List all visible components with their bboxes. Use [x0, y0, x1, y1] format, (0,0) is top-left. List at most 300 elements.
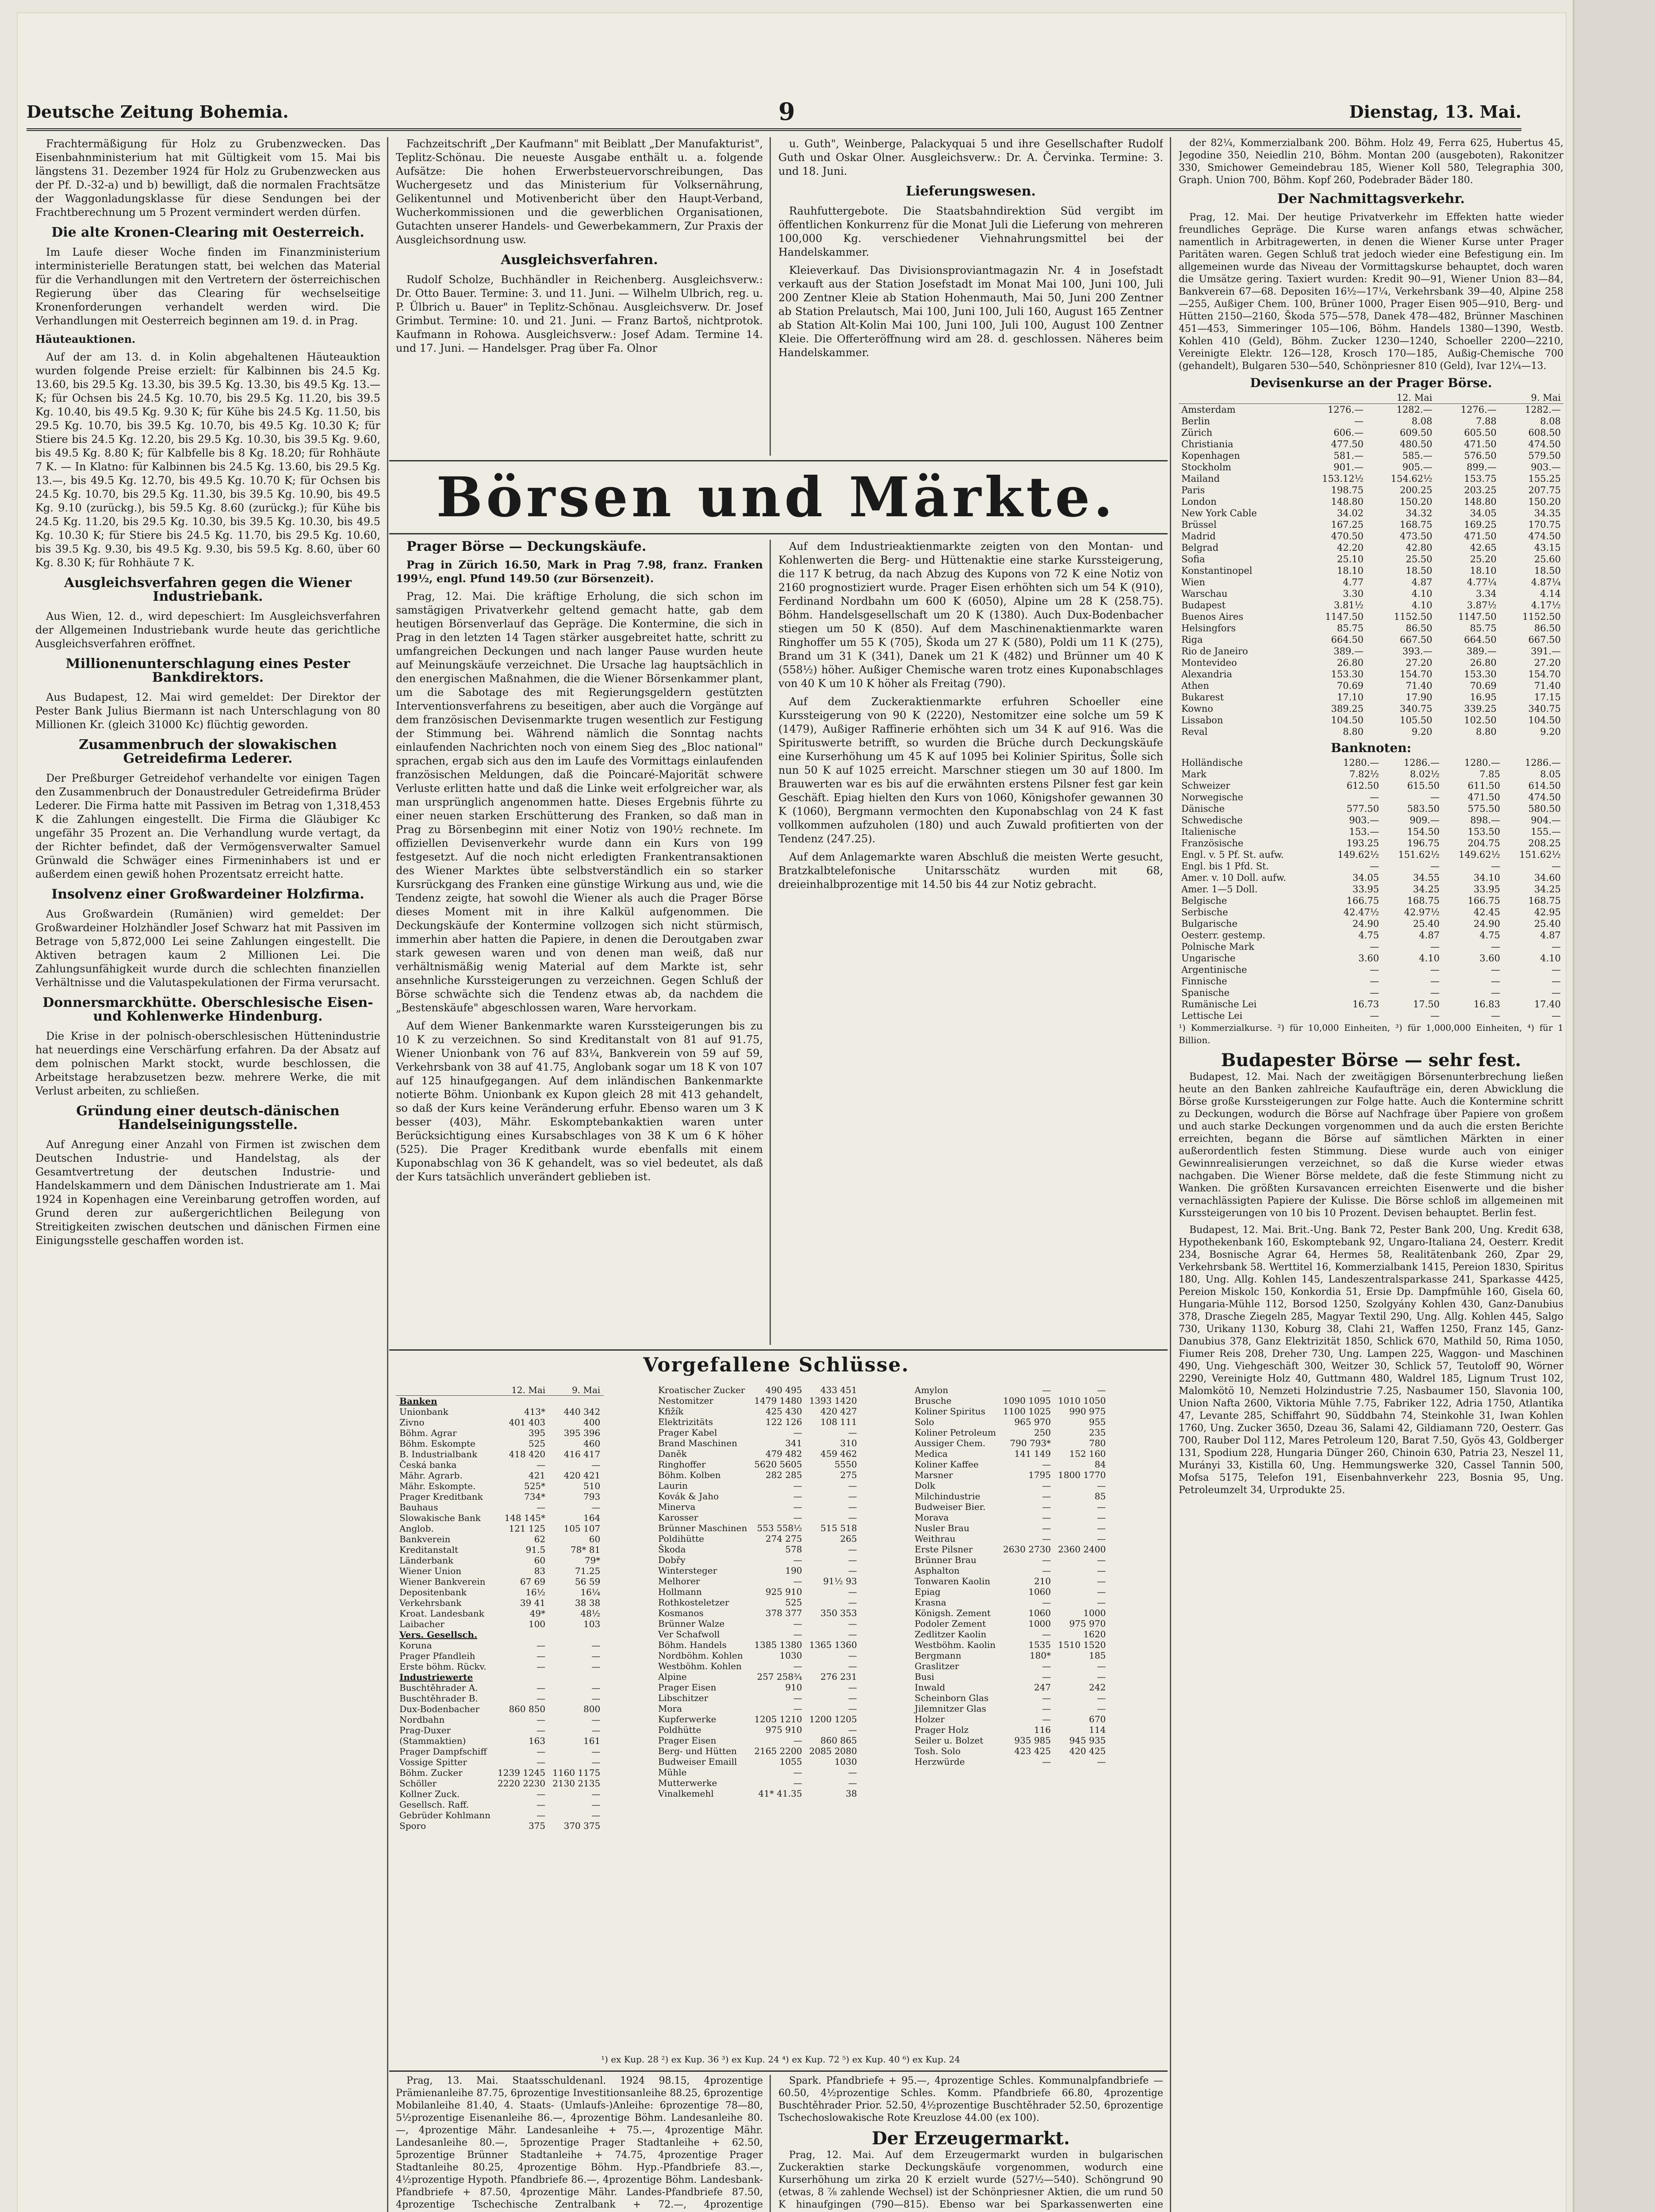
row-value: — [1097, 1512, 1106, 1523]
row-value: 9.20 [1540, 726, 1561, 737]
row-label: Kowno [1181, 703, 1213, 714]
devisen-row [1179, 427, 1563, 438]
row-label: Nordbahn [399, 1714, 445, 1725]
row-value: 34.60 [1534, 872, 1561, 883]
banknoten-row [1179, 803, 1563, 814]
row-label: Engl. bis 1 Pfd. St. [1181, 861, 1269, 872]
quote-row [396, 1810, 604, 1820]
row-value: 208.25 [1528, 838, 1561, 849]
row-label: New York Cable [1181, 508, 1257, 518]
row-label: Kroat. Landesbank [399, 1608, 484, 1619]
row-value: 1160 1175 [552, 1767, 601, 1778]
row-value: — [848, 1703, 857, 1714]
row-label: Ringhoffer [658, 1459, 706, 1470]
quote-row [655, 1714, 861, 1724]
row-value: 480.50 [1400, 439, 1433, 449]
quote-row [655, 1406, 861, 1417]
row-value: 4.75 [1479, 930, 1500, 941]
row-value: 585.— [1402, 450, 1433, 461]
quote-row [396, 1566, 604, 1576]
row-value: — [1552, 964, 1561, 975]
row-value: — [536, 1661, 546, 1672]
banknoten-title: Banknoten: [1330, 741, 1412, 755]
row-label: Mailand [1181, 473, 1220, 484]
row-value: — [591, 1682, 601, 1693]
row-value: 375 [528, 1820, 546, 1831]
row-label: Weithrau [915, 1533, 956, 1544]
row-label: Christiania [1181, 439, 1234, 449]
row-value: 26.80 [1337, 657, 1364, 668]
devisen-row [1179, 496, 1563, 507]
row-value: — [1552, 987, 1561, 998]
row-value: 250 [1034, 1427, 1051, 1438]
article-prag-3: Auf dem Industrieaktienmarkte zeigten von den Montan- und Kohlenwerten die Berg- und Hüttenaktie eine starke Kurssteigerung, die 117 K betrug, da nach Abzug des Kupons von 72 K eine Notiz von 2160 prognostiziert wurde. Prager Eisen erhöhten sich um 54 K (910), Ferdinand Nordbahn um 600 K (6050), Alpine um 28 K (258.75). Böhm. Handelsgesellschaft um 20 K (1380). Auch Dux-Bodenbacher stiegen um 50 K (850). Auf dem Maschinenaktienmarkte waren Ringhoffer um 55 K (705), Škoda um 27 K (580), Poldi um 11 K (275), Brand um 31 K (341), Danek um 21 K (482) und Brünner um 40 K (558½) höher. Außiger Chemische waren trotz eines Kuponabschlages von 40 K um 10 K höher als Freitag (790). [778, 540, 1163, 690]
quote-row [655, 1661, 861, 1671]
row-label: Mühle [658, 1767, 687, 1778]
row-value: 27.20 [1406, 657, 1433, 668]
row-value: — [1097, 1661, 1106, 1671]
headline-lederer: Zusammenbruch der slowakischen Getreidefirma Lederer. [79, 737, 337, 766]
row-value: — [1042, 1597, 1051, 1608]
row-value: 1282.— [1396, 404, 1433, 415]
row-value: — [848, 1597, 857, 1608]
quote-row [655, 1618, 861, 1629]
row-value: 474.50 [1528, 792, 1561, 803]
row-value: 153.12½ [1322, 473, 1364, 484]
row-label: Podoler Zement [915, 1618, 986, 1629]
row-label: Französische [1181, 838, 1244, 849]
row-value: 48½ [580, 1608, 601, 1619]
row-value: 664.50 [1464, 634, 1497, 645]
row-label: Budapest [1181, 600, 1226, 611]
quote-row [655, 1788, 861, 1799]
row-value: — [536, 1640, 546, 1651]
banknoten-row [1179, 1010, 1563, 1022]
row-value: 207.75 [1528, 485, 1561, 495]
row-value: — [1097, 1671, 1106, 1682]
row-value: — [793, 1703, 802, 1714]
row-value: 615.50 [1407, 780, 1440, 791]
banknoten-row [1179, 941, 1563, 952]
quote-row [911, 1459, 1109, 1470]
banknoten-row [1179, 883, 1563, 895]
devisen-row [1179, 588, 1563, 599]
row-value: — [1097, 1756, 1106, 1767]
row-label: Kollner Zuck. [399, 1789, 460, 1799]
row-label: Dolk [915, 1480, 935, 1491]
row-label: Brünner Walze [658, 1618, 725, 1629]
quote-row [911, 1502, 1109, 1512]
row-value: 164 [583, 1513, 601, 1523]
quote-row [911, 1586, 1109, 1597]
row-value: 170.75 [1528, 519, 1561, 530]
row-label: Wiener Union [399, 1566, 462, 1576]
row-label: Škoda [658, 1544, 686, 1555]
devisen-row [1179, 668, 1563, 680]
quote-row [911, 1682, 1109, 1693]
quote-row [396, 1513, 604, 1523]
row-value: — [848, 1682, 857, 1693]
row-label: Milchindustrie [915, 1491, 981, 1502]
row-value: 122 126 [765, 1417, 802, 1427]
row-value: — [1042, 1523, 1051, 1533]
row-value: — [848, 1724, 857, 1735]
row-value: 18.10 [1470, 565, 1497, 576]
row-value: 525* [524, 1481, 546, 1491]
row-value: 85.75 [1470, 623, 1497, 634]
headline-budapest: Budapester Börse — sehr fest. [1221, 1050, 1521, 1071]
quote-row [911, 1693, 1109, 1703]
row-value: 275 [840, 1470, 857, 1480]
row-label: Amylon [915, 1385, 949, 1395]
row-label: Buenos Aires [1181, 611, 1244, 622]
quote-row [655, 1470, 861, 1480]
article-nachmittag: Prag, 12. Mai. Der heutige Privatverkehr im Effekten hatte wieder freundliches Gepräge. Die Kurse waren anfangs etwas schwächer, namentlich in Arbitragewerten, in denen die Wiener Kurse unter Prager Paritäten waren. Gegen Schluß trat jedoch wieder eine Befestigung ein. Im allgemeinen wurde das Niveau der Vormittagskurse behauptet, doch waren die Umsätze gering. Taxiert wurden: Kredit 90—91, Wiener Union 83—84, Bankverein 67—68. Depositen 16½—17¼, Verkehrsbank 39—40, Alpine 258—255, Außiger Chem. 100, Brüner 1000, Prager Eisen 905—910, Berg- und Hütten 2150—2160, Škoda 575—578, Danek 478—482, Brünner Maschinen 451—453, Simmeringer 105—106, Böhm. Handels 1380—1390, Westb. Kohlen 410 (Geld), Böhm. Zucker 1230—1240, Schoeller 2200—2210, Vereinigte Elektr. 126—128, Krosch 170—185, Außig-Chemische 700 (gehandelt), Bulgaren 530—540, Schönpriesner 810 (Geld), Ivar 12¼—13. [1179, 212, 1563, 372]
row-label: Aussiger Chem. [915, 1438, 986, 1448]
section-label: Industriewerte [399, 1672, 473, 1682]
row-value: 474.50 [1528, 531, 1561, 541]
quote-row [655, 1586, 861, 1597]
quote-row [396, 1544, 604, 1555]
row-value: 577.50 [1346, 803, 1379, 814]
row-label: Seiler u. Bolzet [915, 1735, 984, 1746]
row-value: 42.95 [1534, 907, 1561, 918]
issue-date: Dienstag, 13. Mai. [1349, 102, 1521, 122]
row-value: 4.17½ [1531, 600, 1561, 611]
headline-hides: Häuteauktionen. [35, 333, 136, 346]
quote-row [396, 1714, 604, 1725]
row-value: 4.87 [1540, 930, 1561, 941]
row-value: — [1491, 987, 1500, 998]
row-label: Erste böhm. Rückv. [399, 1661, 487, 1672]
quote-row [396, 1651, 604, 1661]
row-value: 60 [534, 1555, 546, 1566]
row-label: Wintersteger [658, 1565, 717, 1576]
quote-row [655, 1395, 861, 1406]
row-value: 91.5 [525, 1544, 546, 1555]
row-value: 60 [589, 1534, 601, 1544]
devisen-row [1179, 507, 1563, 519]
row-value: 18.50 [1406, 565, 1433, 576]
row-value: 49* [529, 1608, 546, 1619]
row-label: Zivno [399, 1417, 425, 1428]
row-value: 8.08 [1411, 416, 1433, 426]
quote-row [911, 1533, 1109, 1544]
row-value: 154.70 [1400, 669, 1433, 680]
row-label: Prager Kreditbank [399, 1491, 483, 1502]
row-label: Mora [658, 1703, 682, 1714]
row-value: 1286.— [1525, 757, 1561, 768]
quote-row [655, 1629, 861, 1640]
row-value: 34.25 [1534, 884, 1561, 895]
row-label: Koliner Spiritus [915, 1406, 985, 1417]
row-value: — [793, 1491, 802, 1502]
row-value: 282 285 [765, 1470, 802, 1480]
row-value: 38 [846, 1788, 857, 1799]
row-value: — [848, 1491, 857, 1502]
row-value: 24.90 [1352, 918, 1379, 929]
row-value: — [1430, 941, 1440, 952]
row-value: 935 985 [1014, 1735, 1051, 1746]
row-value: 1055 [779, 1756, 802, 1767]
row-value: — [591, 1502, 601, 1513]
row-label: Erste Pilsner [915, 1544, 973, 1555]
row-value: 41* 41.35 [758, 1788, 802, 1799]
row-value: 1286.— [1403, 757, 1440, 768]
row-value: — [591, 1757, 601, 1767]
row-value: 583.50 [1407, 803, 1440, 814]
row-label: Česká banka [399, 1459, 457, 1470]
row-value: 310 [840, 1438, 857, 1448]
banner-rule-bottom [389, 533, 1168, 534]
row-value: — [1042, 1512, 1051, 1523]
banknoten-row [1179, 929, 1563, 941]
row-value: 1393 1420 [809, 1395, 857, 1406]
row-value: 474.50 [1528, 439, 1561, 449]
row-value: 903.— [1531, 462, 1561, 472]
quote-row [396, 1502, 604, 1513]
row-value: 198.75 [1331, 485, 1364, 495]
row-label: Engl. v. 5 Pf. St. aufw. [1181, 849, 1284, 860]
row-label: Prager Holz [915, 1724, 969, 1735]
row-value: — [848, 1565, 857, 1576]
devisen-row [1179, 611, 1563, 622]
row-value: 1030 [779, 1650, 802, 1661]
row-value: 667.50 [1400, 634, 1433, 645]
row-value: 210 [1034, 1576, 1051, 1586]
column-rule [387, 137, 388, 2212]
row-label: Budweiser Bier. [915, 1502, 986, 1512]
row-value: 151.62½ [1398, 849, 1440, 860]
row-value: 8.80 [1475, 726, 1497, 737]
headline-grosswardein: Insolvenz einer Großwardeiner Holzfirma. [51, 887, 364, 902]
row-value: 576.50 [1464, 450, 1497, 461]
row-value: 161 [583, 1736, 601, 1746]
devisen-row [1179, 553, 1563, 565]
column-rule [770, 2075, 771, 2212]
row-value: 108 111 [820, 1417, 857, 1427]
quote-row [655, 1724, 861, 1735]
row-value: — [1491, 1010, 1500, 1021]
article-prag-4: Auf dem Zuckeraktienmarkte erfuhren Schoeller eine Kurssteigerung von 90 K (2220), Nestomitzer eine solche um 59 K (1479), Außiger Raffinerie erhöhten sich um 34 K auf 916. Was die Spirituswerte betrifft, so wurden die Brüche durch Deckungskäufe eine Kurserhöhung um 45 K auf 1095 bei Kolinier Spiritus, Šolle sich nun 50 K auf 1025 erreicht. Marschner stiegen um 30 auf 1800. Im Brauwerten war es bis auf die erwähnten erstens Pilsner fest gar kein Geschäft. Epiag hielten den Kurs von 1060, Königshofer gewannen 30 K (1060), Bergmann vermochten den Kuponabschlag von 24 K fast vollkommen aufzuholen (180) und auch Zuwald profitierten von der Tendenz (247.25). [778, 695, 1163, 845]
quote-row [911, 1438, 1109, 1448]
row-value: 2130 2135 [552, 1778, 601, 1789]
devisen-row [1179, 415, 1563, 427]
banknoten-row [1179, 757, 1563, 768]
vor-footnote-wrap [396, 2053, 1165, 2066]
row-label: Berlin [1181, 416, 1210, 426]
article-budapest-kurse: Budapest, 12. Mai. Brit.-Ung. Bank 72, Pester Bank 200, Ung. Kredit 638, Hypothekenbank 160, Eskomptebank 92, Ungaro-Italiana 24, Oesterr. Kredit 234, Bosnische Agrar 64, Hermes 58, Realitätenbank 260, Zpar 29, Verkehrsbank 58. Werttitel 16, Kommerzialbank 1415, Pereion 1830, Spiritus 180, Ung. Allg. Kohlen 145, Landeszentralsparkasse 241, Sparkasse 4425, Pereion Miskolc 150, Konkordia 51, Ersie Dp. Dampfmühle 160, Gisela 60, Hungaria-Mühle 112, Borsod 1250, Szolgyány Kohlen 430, Ganz-Danubius 378, Drasche Ziegeln 285, Magyar Textil 290, Ung. Allg. Kohlen 445, Salgo 730, Urikany 1130, Koburg 38, Clahi 21, Waffen 1250, Franz 145, Ganz-Danubius 378, Ganz Elektrizität 1850, Schlick 670, Mathild 50, Rima 1050, Fiumer Reis 208, Dreher 730, Ung. Lampen 225, Waggon- und Maschinen 490, Ung. Viehgeschäft 300, Weitzer 30, Schlick 57, Teutoloff 90, Wörner 2290, Vereinigte Holz 40, Guttmann 480, Waldrel 185, Lignum Trust 102, Malomkötö 10, Nemzeti Holzindustrie 7.25, Nasbaumer 150, Slavonia 100, Union Nafta 2600, Viktoria Mühle 7.75, Fabriker 122, Adria 1750, Atlantika 47, Levante 285, Schiffahrt 90, Süddbahn 74, Steinkohle 31, Iwan Kohlen 1760, Ung. Zucker 3650, Dzeau 36, Salami 42, Gildiamann 720, Oesterr. Gas 700, Rauber Dol 112, Mares Petroleum 120, Barat 7.50, Gyös 43, Goldberger 131, Spodium 228, Hungaria Dünger 260, Chinoin 630, Patria 23, Neszel 11, Murányi 33, Kistilla 60, Ung. Hemmungswerke 320, Cassel Tannin 500, Mofsa 5175, Telefon 191, Eisenbahnverkehr 223, Bosnia 95, Ung. Petroleumzelt 34, Urprodukte 25. [1179, 1225, 1563, 1496]
row-label: Böhm. Agrar [399, 1428, 457, 1438]
row-value: 525 [528, 1438, 546, 1449]
row-value: — [536, 1459, 546, 1470]
row-value: 153.30 [1464, 669, 1497, 680]
row-label: Prager Eisen [658, 1735, 716, 1746]
row-value: 235 [1089, 1427, 1106, 1438]
row-value: — [591, 1746, 601, 1757]
page-number: 9 [778, 97, 795, 126]
row-value: 1200 1205 [809, 1714, 857, 1724]
row-value: 350 353 [820, 1608, 857, 1618]
devisen-footnote: ¹) Kommerzialkurse. ²) für 10,000 Einheiten, ³) für 1,000,000 Einheiten, ⁴) für 1 Billion. [1179, 1022, 1563, 1045]
row-label: Kosmanos [658, 1608, 704, 1618]
row-value: — [848, 1629, 857, 1640]
row-value: — [1430, 861, 1440, 872]
row-value: 42.97½ [1404, 907, 1440, 918]
row-value: — [848, 1650, 857, 1661]
vorgefallene-title: Vorgefallene Schlüsse. [643, 1354, 909, 1376]
row-label: Prager Pfandleih [399, 1651, 475, 1661]
row-value: 1795 [1028, 1470, 1051, 1480]
paper-title: Deutsche Zeitung Bohemia. [27, 102, 289, 122]
row-label: Amsterdam [1181, 404, 1236, 415]
row-value: 42.47½ [1343, 907, 1379, 918]
row-value: — [848, 1512, 857, 1523]
row-label: Reval [1181, 726, 1208, 737]
row-value: 925 910 [765, 1586, 802, 1597]
row-value: 149.62½ [1337, 849, 1379, 860]
row-value: — [848, 1502, 857, 1512]
quote-row [396, 1534, 604, 1544]
row-value: 433 451 [820, 1385, 857, 1395]
row-value: 395 [528, 1428, 546, 1438]
quote-row [911, 1512, 1109, 1523]
row-value: 8.80 [1343, 726, 1364, 737]
row-value: — [793, 1735, 802, 1746]
row-value: 4.10 [1411, 600, 1433, 611]
row-label: Kovák & Jaho [658, 1491, 719, 1502]
quote-row [911, 1480, 1109, 1491]
row-value: 1800 1770 [1058, 1470, 1106, 1480]
article-handelseinigung: Auf Anregung einer Anzahl von Firmen ist zwischen dem Deutschen Industrie- und Handelstag, als der Gesamtvertretung der deutschen Industrie- und Handelskammern und dem Dänischen Industrierate am 1. Mai 1924 in Kopenhagen eine Vereinbarung getroffen worden, auf Grund deren zur außergerichtlichen Beilegung von Streitigkeiten zwischen deutschen und dänischen Firmen eine Einigungsstelle geschaffen worden ist. [35, 1138, 380, 1247]
row-label: Dänische [1181, 803, 1225, 814]
row-value: 153.50 [1467, 826, 1500, 837]
row-value: 510 [583, 1481, 601, 1491]
row-value: — [1042, 1714, 1051, 1724]
row-value: 166.75 [1346, 895, 1379, 906]
row-value: — [1430, 792, 1440, 803]
row-value: — [848, 1480, 857, 1491]
row-value: — [591, 1640, 601, 1651]
row-value: 525 [785, 1597, 802, 1608]
row-value: 490 495 [765, 1385, 802, 1395]
row-value: — [1370, 941, 1379, 952]
row-value: 609.50 [1400, 427, 1433, 438]
row-value: — [1370, 964, 1379, 975]
row-value: — [793, 1629, 802, 1640]
row-label: Mähr. Eskompte. [399, 1481, 476, 1491]
row-value: 4.87¼ [1531, 577, 1561, 588]
row-value: 1060 [1028, 1586, 1051, 1597]
banknoten-row [1179, 895, 1563, 906]
row-value: 9.20 [1411, 726, 1433, 737]
row-value: 421 [528, 1470, 546, 1481]
quote-row [396, 1576, 604, 1587]
row-value: 1385 1380 [754, 1640, 802, 1650]
row-value: 168.75 [1407, 895, 1440, 906]
row-label: Böhm. Kolben [658, 1470, 721, 1480]
devisen-row [1179, 473, 1563, 484]
row-value: — [1042, 1671, 1051, 1682]
banknoten-row [1179, 768, 1563, 780]
row-value: 25.50 [1406, 554, 1433, 565]
row-value: 100 [528, 1619, 546, 1629]
row-value: 242 [1089, 1682, 1106, 1693]
row-label: Melhorer [658, 1576, 700, 1586]
row-label: Vinalkemehl [658, 1788, 714, 1799]
row-value: — [1491, 941, 1500, 952]
banknoten-row [1179, 814, 1563, 826]
row-label: Tonwaren Kaolin [915, 1576, 990, 1586]
devisen-table [1179, 392, 1563, 737]
banknoten-row [1179, 849, 1563, 860]
quote-row [655, 1417, 861, 1427]
row-value: 945 935 [1069, 1735, 1106, 1746]
row-label: Verkehrsbank [399, 1598, 462, 1608]
devisen-row [1179, 484, 1563, 496]
row-value: 34.05 [1470, 508, 1497, 518]
row-value: 1280.— [1343, 757, 1379, 768]
row-label: Rio de Janeiro [1181, 646, 1248, 657]
row-value: 793 [583, 1491, 601, 1502]
banner-rule-top [389, 460, 1168, 461]
row-label: Koliner Kaffee [915, 1459, 979, 1470]
row-value: 203.25 [1464, 485, 1497, 495]
row-value: 611.50 [1467, 780, 1500, 791]
row-value: — [1097, 1523, 1106, 1533]
bottom-rule [389, 2070, 1168, 2072]
row-value: 1147.50 [1458, 611, 1497, 622]
row-value: — [1491, 861, 1500, 872]
quote-row [911, 1523, 1109, 1533]
row-value: 473.50 [1400, 531, 1433, 541]
row-label: Dux-Bodenbacher [399, 1704, 480, 1714]
row-value: — [1354, 416, 1364, 426]
row-label: Böhm. Eskompte [399, 1438, 475, 1449]
banknoten-row [1179, 837, 1563, 849]
row-value: 18.10 [1337, 565, 1364, 576]
row-value: 91½ 93 [823, 1576, 857, 1586]
row-value: 575.50 [1467, 803, 1500, 814]
row-value: — [1370, 861, 1379, 872]
quote-row [396, 1523, 604, 1534]
row-value: — [1552, 976, 1561, 987]
row-label: Sofia [1181, 554, 1205, 565]
row-value: 471.50 [1467, 792, 1500, 803]
row-value: — [848, 1427, 857, 1438]
row-label: Länderbank [399, 1555, 454, 1566]
quote-row [655, 1693, 861, 1703]
article-grosswardein: Aus Großwardein (Rumänien) wird gemeldet: Der Großwardeiner Holzhändler Josef Schwarz hat mit Passiven im Betrage von 5,872,000 Lei seine Zahlungen eingestellt. Die Aktiven betragen kaum 2 Millionen Lei. Die Zahlungsunfähigkeit wurde durch die schlechten finanziellen Verhältnisse und die Valutaspekulationen der Firma verursacht. [35, 908, 380, 989]
row-value: — [793, 1512, 802, 1523]
row-value: 83 [534, 1566, 546, 1576]
devisen-row [1179, 657, 1563, 668]
row-value: 2630 2730 [1003, 1544, 1051, 1555]
article-industriebank: Aus Wien, 12. d., wird depeschiert: Im Ausgleichsverfahren der Allgemeinen Industriebank wurde heute das gerichtliche Ausgleichsverfahren eröffnet. [35, 610, 380, 650]
row-value: — [536, 1502, 546, 1513]
headline-lieferung: Lieferungswesen. [905, 184, 1036, 199]
devisen-row [1179, 461, 1563, 473]
column-prager-boerse [396, 540, 763, 1345]
row-value: — [793, 1480, 802, 1491]
quote-row [396, 1587, 604, 1598]
row-value: 1060 [1028, 1608, 1051, 1618]
column-rule [770, 540, 771, 1345]
article-donnersmarck: Die Krise in der polnisch-oberschlesischen Hüttenindustrie hat neuerdings eine Verschärfung erfahren. Da der Absatz auf dem polnischen Markt stockt, wurde beschlossen, die Arbeitstage herabzusetzen bezw. mehrere Werke, die mit Verlust arbeiten, zu schließen. [35, 1030, 380, 1097]
row-label: Ver Schafwoll [658, 1629, 720, 1640]
quote-row [911, 1735, 1109, 1746]
row-value: 4.10 [1419, 953, 1440, 964]
